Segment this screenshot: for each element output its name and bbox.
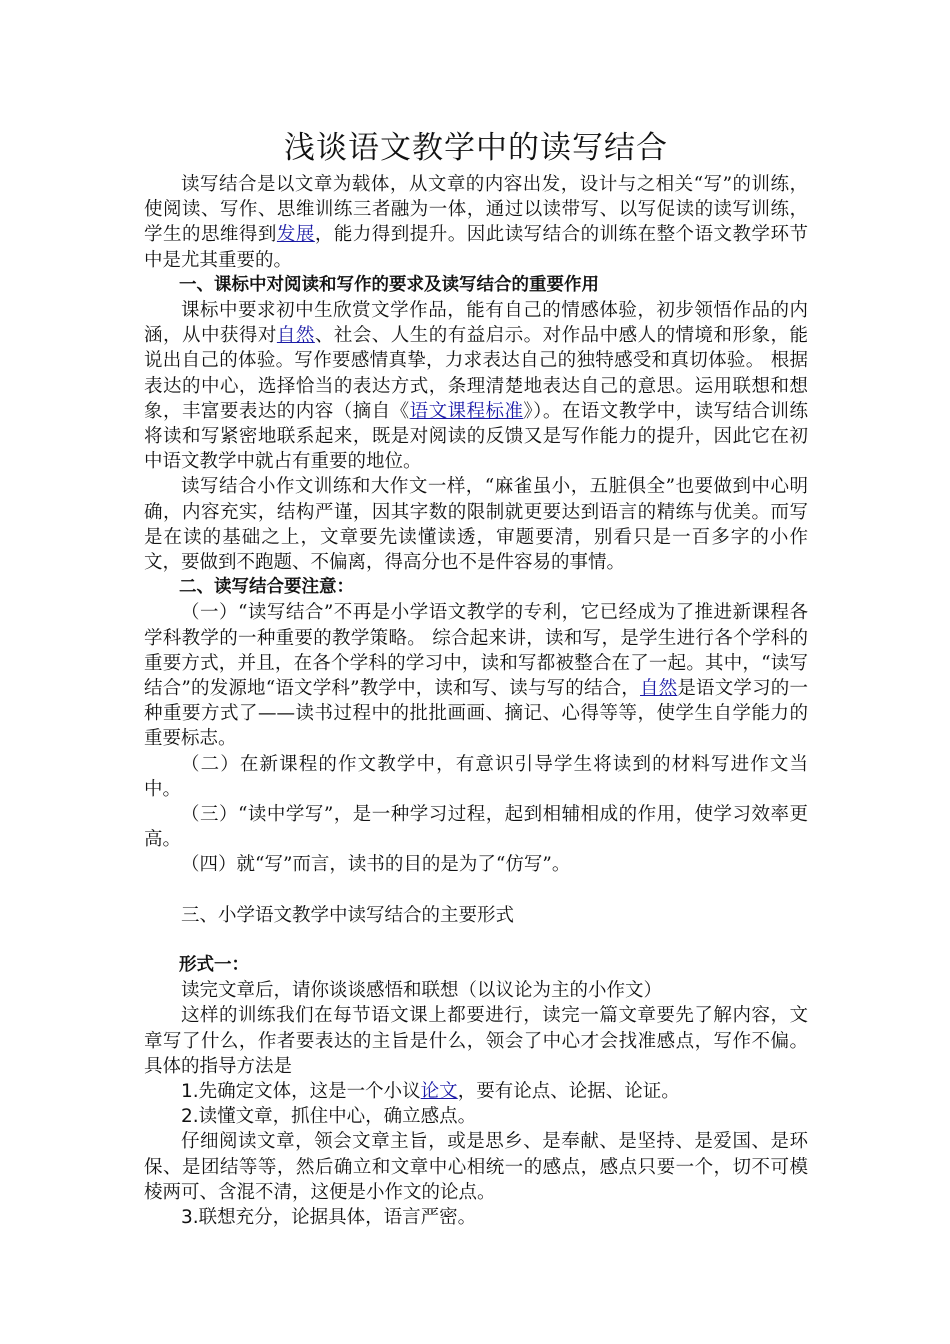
- list-item-2-text: 读懂文章，抓住中心，确立感点。: [198, 1106, 477, 1128]
- list-item-3: [144, 1205, 808, 1230]
- list-number-1: 1.: [181, 1080, 199, 1102]
- section-3-heading: 三、小学语文教学中读写结合的主要形式: [181, 904, 515, 926]
- section-2-paragraph-4: （四）就“写”而言，读书的目的是为了“仿写”。: [181, 854, 571, 876]
- section-1-paragraph-1: [144, 298, 808, 474]
- link-fazhan[interactable]: 发展: [276, 224, 315, 246]
- section-1-heading: 一、课标中对阅读和写作的要求及读写结合的重要作用: [179, 274, 599, 295]
- document-title: 浅谈语文教学中的读写结合: [284, 130, 668, 166]
- section-2-paragraph-2: （二）在新课程的作文教学中，有意识引导学生将读到的材料写进作文当中。: [144, 753, 808, 800]
- intro-text-2: ，能力得到提升。因此读写结合的训练在整个语文教学环节中是尤其重要的。: [144, 224, 808, 271]
- list-number-2: 2.: [181, 1106, 199, 1128]
- s1p1-text-2: 、社会、人生的有益启示。对作品中感人的情境和形象，能说出自己的体验。写作要感情真挚，力求表达自己的独特感受和真切体验。 根据表达的中心，选择恰当的表达方式，条理清楚地表达自己的意思。运用联想和想象，丰富要表达的内容（摘自《: [144, 325, 808, 422]
- list-item-2: [144, 1104, 808, 1129]
- link-ziran-2[interactable]: 自然: [640, 678, 678, 700]
- list-item-3-text: 联想充分，论据具体，语言严密。: [198, 1206, 477, 1228]
- link-lunwen[interactable]: 论文: [420, 1080, 458, 1102]
- s1p1-text-1: 课标中要求初中生欣赏文学作品，能有自己的情感体验，初步领悟作品的内涵，从中获得对: [144, 300, 808, 347]
- form-1-heading: 形式一：: [179, 954, 249, 975]
- list-item-1: [144, 1079, 808, 1104]
- section-2-paragraph-3: （三）“读中学写”，是一种学习过程，起到相辅相成的作用，使学习效率更高。: [144, 804, 808, 851]
- intro-text-1: 读写结合是以文章为载体，从文章的内容出发，设计与之相关“写”的训练，使阅读、写作、思维训练三者融为一体，通过以读带写、以写促读的读写训练，学生的思维得到: [144, 174, 808, 246]
- section-2-paragraph-1: [144, 600, 808, 751]
- list-number-3: 3.: [181, 1206, 199, 1228]
- spacer: [144, 878, 808, 903]
- s2p1-text-1: （一）“读写结合”不再是小学语文教学的专利，它已经成为了推进新课程各学科教学的一种重要的教学策略。 综合起来讲，读和写，是学生进行各个学科的重要方式，并且，在各个学科的学习中，读和写都被整合在了一起。其中，“读写结合”的发源地“语文学科”教学中，读和写、读与写的结合，: [144, 602, 808, 700]
- link-ziran-1[interactable]: 自然: [276, 325, 315, 347]
- list-item-1-text-2: ，要有论点、论据、论证。: [457, 1080, 680, 1102]
- section-3-paragraph-2: 这样的训练我们在每节语文课上都要进行，读完一篇文章要先了解内容，文章写了什么，作者要表达的主旨是什么，领会了中心才会找准感点，写作不偏。 具体的指导方法是: [144, 1005, 808, 1077]
- section-2-heading: 二、读写结合要注意：: [179, 577, 354, 598]
- link-curriculum-standard[interactable]: 语文课程标准: [409, 400, 524, 422]
- section-3-paragraph-3: 仔细阅读文章，领会文章主旨，或是思乡、是奉献、是坚持、是爱国、是环保、是团结等等，然后确立和文章中心相统一的感点，感点只要一个，切不可模棱两可、含混不清，这便是小作文的论点。: [144, 1131, 808, 1203]
- list-item-1-text-1: 先确定文体，这是一个小议: [198, 1080, 421, 1102]
- intro-paragraph: [144, 172, 808, 273]
- section-3-paragraph-1: 读完文章后，请你谈谈感悟和联想（以议论为主的小作文）: [181, 980, 663, 1002]
- document-page: [144, 126, 808, 1230]
- s1p1-text-3: 》）。在语文教学中，读写结合训练将读和写紧密地联系起来，既是对阅读的反馈又是写作能力的提升，因此它在初中语文教学中就占有重要的地位。: [144, 400, 808, 473]
- s2p1-text-2: 是语文学习的一种重要方式了——读书过程中的批批画画、摘记、心得等等，使学生自学能力的重要标志。: [144, 678, 808, 750]
- spacer: [144, 928, 808, 953]
- section-1-paragraph-2: 读写结合小作文训练和大作文一样，“麻雀虽小，五脏俱全”也要做到中心明确，内容充实，结构严谨，因其字数的限制就更要达到语言的精练与优美。而写是在读的基础之上，文章要先读懂读透，审题要清，别看只是一百多字的小作文，要做到不跑题、不偏离，得高分也不是件容易的事情。: [144, 476, 808, 574]
